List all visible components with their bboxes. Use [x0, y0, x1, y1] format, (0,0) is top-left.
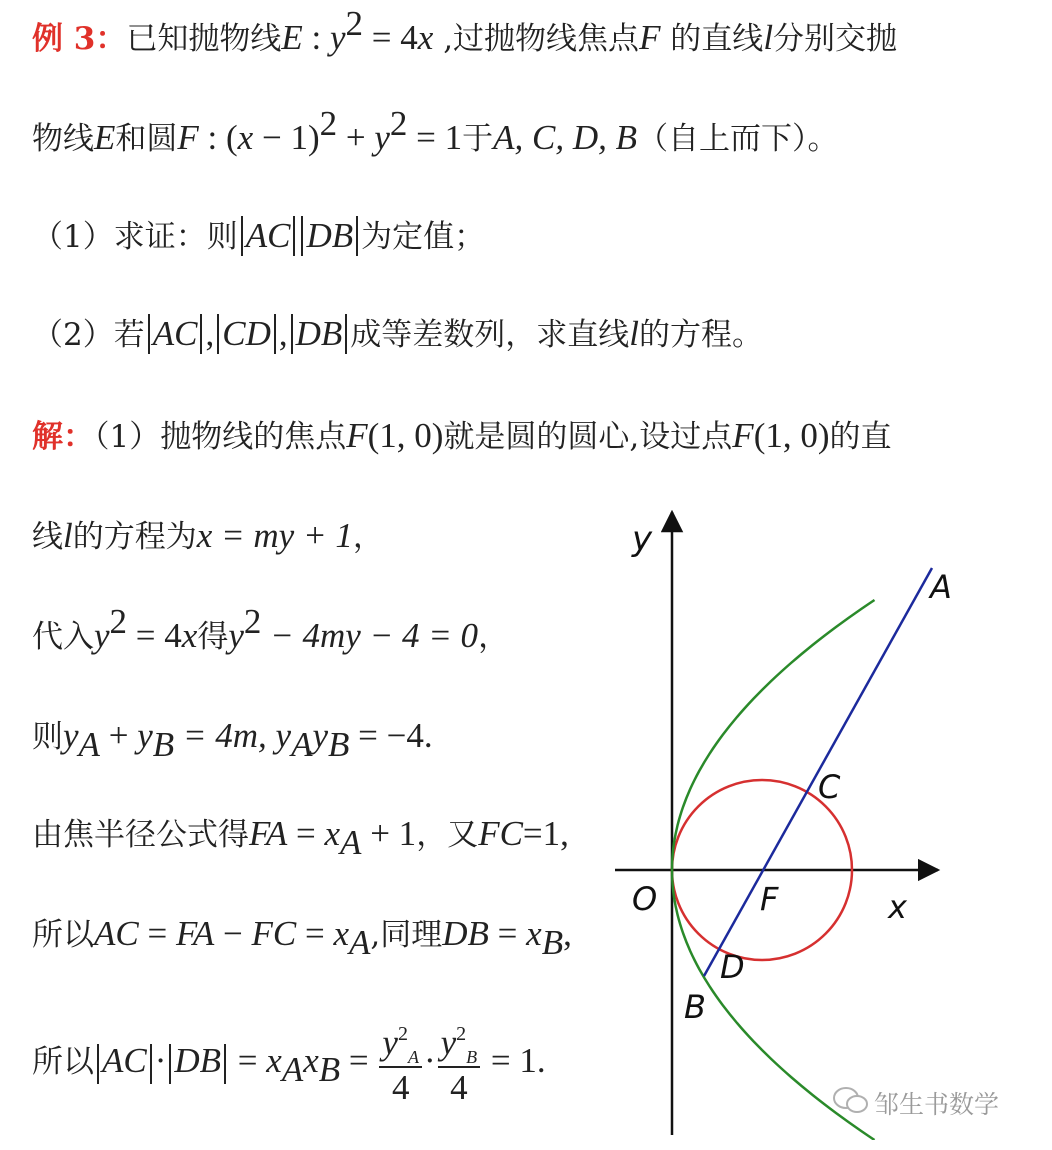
- problem-line-1: [32, 4, 898, 59]
- math-x: x: [237, 118, 254, 157]
- math-AC: AC: [152, 314, 198, 353]
- example-label: 例 3：: [32, 21, 127, 57]
- math-y: y: [440, 1022, 457, 1062]
- math-y: y: [382, 1022, 398, 1062]
- math-E: E: [281, 18, 303, 57]
- math: =: [287, 814, 325, 853]
- math-exp: 2: [345, 4, 364, 43]
- math-exp: 2: [109, 602, 128, 641]
- problem-text: 分别交抛: [773, 21, 898, 57]
- problem-text: 已知抛物线: [126, 21, 282, 57]
- label-A: A: [930, 568, 952, 606]
- math-y: y: [330, 18, 346, 57]
- math: = 1.: [482, 1041, 546, 1080]
- math-E: E: [94, 118, 116, 157]
- abs-bar: [356, 216, 358, 256]
- math-DB: DB: [174, 1041, 222, 1080]
- problem-text: 的方程。: [638, 317, 763, 353]
- solution-text: 则: [32, 719, 63, 755]
- problem-text: 的直线: [660, 21, 764, 57]
- math: + 1: [361, 814, 417, 853]
- math: = 4: [363, 18, 418, 57]
- abs-bar: [274, 314, 276, 354]
- solution-text: （1）抛物线的焦点: [94, 419, 347, 455]
- math-x: x: [303, 1041, 319, 1080]
- math-x: x: [324, 814, 341, 853]
- math-sub: B: [152, 725, 175, 764]
- solution-text: ，又: [416, 817, 479, 853]
- math-FC: FC: [478, 814, 523, 853]
- math-FA: FA: [175, 914, 215, 953]
- problem-part-2: [32, 314, 763, 355]
- solution-text: 得: [197, 619, 229, 655]
- solution-text: ，: [478, 619, 510, 655]
- math-y: y: [275, 716, 292, 755]
- math: − 4my − 4 = 0: [261, 616, 479, 655]
- abs-bar: [345, 314, 347, 354]
- math-y: y: [63, 716, 79, 755]
- math: =: [340, 1041, 378, 1080]
- fraction-yB2-over-4: [438, 1020, 481, 1108]
- solution-text: 由焦半径公式得: [32, 817, 249, 853]
- math: +: [99, 716, 138, 755]
- label-C: C: [818, 768, 841, 806]
- problem-text: 物线: [32, 121, 94, 157]
- math: =: [488, 914, 527, 953]
- math-x: x: [196, 516, 213, 555]
- math-DB: DB: [295, 314, 343, 353]
- abs-bar: [200, 314, 202, 354]
- math-F: F: [177, 118, 199, 157]
- math-y: y: [374, 118, 390, 157]
- math-DB: DB: [442, 914, 489, 953]
- math: − 1): [253, 118, 320, 157]
- math: ·: [423, 1041, 436, 1080]
- math-sub: A: [291, 725, 313, 764]
- abs-bar: [150, 1044, 152, 1084]
- solution-line-7: [32, 1018, 546, 1108]
- label-y: y: [632, 519, 653, 559]
- math-F: F: [732, 416, 754, 455]
- math-denominator: 4: [391, 1067, 410, 1107]
- math: −: [214, 914, 252, 953]
- math: : (: [198, 118, 238, 157]
- label-B: B: [684, 988, 706, 1026]
- math: .: [423, 716, 433, 755]
- math-y: y: [94, 616, 110, 655]
- solution-line-5: [32, 814, 569, 862]
- math-F: F: [639, 18, 661, 57]
- abs-bar: [241, 216, 243, 256]
- problem-text: ,过抛物线焦点: [433, 21, 640, 57]
- math-y: y: [312, 716, 329, 755]
- math-x: x: [526, 914, 542, 953]
- math: =: [138, 914, 176, 953]
- abs-bar: [148, 314, 150, 354]
- math: =: [229, 1041, 267, 1080]
- math: (1, 0): [367, 416, 444, 455]
- math-AC: AC: [102, 1041, 147, 1080]
- solution-text: 代入: [32, 619, 94, 655]
- solution-text: 线: [32, 519, 63, 555]
- solution-text: 的方程为: [72, 519, 197, 555]
- math-l: l: [629, 314, 639, 353]
- math-DB: DB: [306, 216, 354, 255]
- math-sub: A: [340, 823, 362, 862]
- math-sub: B: [541, 923, 564, 962]
- problem-text: 和圆: [115, 121, 178, 157]
- label-D: D: [720, 948, 745, 986]
- math-x: x: [181, 616, 198, 655]
- watermark-text: 邹生书数学: [874, 1090, 1000, 1119]
- math-FC: FC: [251, 914, 297, 953]
- math-exp: 2: [456, 1022, 467, 1045]
- math: =: [296, 914, 334, 953]
- problem-text: （自上而下）。: [637, 121, 839, 157]
- abs-bar: [293, 216, 295, 256]
- solution-text: 所以: [32, 1044, 94, 1080]
- problem-line-2: [32, 104, 839, 159]
- abs-bar: [217, 314, 219, 354]
- math-x: x: [333, 914, 350, 953]
- problem-part-1: [32, 216, 485, 257]
- solution-text: ，: [352, 519, 384, 555]
- math: =1,: [522, 814, 569, 853]
- wechat-icon: [832, 1085, 872, 1117]
- label-O: O: [632, 880, 658, 918]
- math-sub: A: [407, 1046, 419, 1067]
- solution-text: 的直: [829, 419, 892, 455]
- math: ,: [205, 314, 215, 353]
- math-y: y: [228, 616, 244, 655]
- abs-bar: [97, 1044, 99, 1084]
- math: ,: [563, 914, 572, 953]
- math: = 4: [127, 616, 182, 655]
- math: (1, 0): [753, 416, 830, 455]
- math-CD: CD: [222, 314, 271, 353]
- math: = my + 1: [212, 516, 353, 555]
- math: +: [337, 118, 375, 157]
- math: ·: [154, 1041, 167, 1080]
- math-l: l: [63, 516, 73, 555]
- solution-line-6: [32, 914, 572, 962]
- fraction-yA2-over-4: [379, 1020, 422, 1108]
- math-sub: B: [318, 1050, 341, 1089]
- math: = 4m,: [174, 716, 276, 755]
- math-sub: B: [328, 725, 350, 764]
- problem-text: 成等差数列，求直线: [350, 317, 630, 353]
- math-x: x: [266, 1041, 282, 1080]
- solution-line-3: [32, 602, 510, 657]
- abs-bar: [291, 314, 293, 354]
- math-FA: FA: [249, 814, 288, 853]
- math: = −4: [349, 716, 424, 755]
- solution-text: 所以: [32, 917, 94, 953]
- math: = 1: [407, 118, 463, 157]
- solution-text: 就是圆的圆心,设过点: [443, 419, 733, 455]
- math-sub: A: [349, 923, 371, 962]
- math-denominator: 4: [450, 1067, 468, 1107]
- math-sub: A: [281, 1050, 304, 1089]
- abs-bar: [301, 216, 303, 256]
- math-sub: A: [78, 725, 100, 764]
- math-exp: 2: [243, 602, 262, 641]
- math-AC: AC: [245, 216, 291, 255]
- math-exp: 2: [397, 1022, 408, 1045]
- solution-line-4: [32, 716, 433, 764]
- math: :: [302, 18, 330, 57]
- problem-text: （2）若: [32, 317, 145, 353]
- math-exp: 2: [319, 104, 338, 143]
- problem-text: 于: [462, 121, 494, 157]
- math: ,: [278, 314, 288, 353]
- math-AC: AC: [94, 914, 139, 953]
- math-x: x: [417, 18, 434, 57]
- parabola-circle-figure: [600, 500, 1020, 1140]
- math-F: F: [346, 416, 368, 455]
- math-exp: 2: [389, 104, 408, 143]
- problem-text: （1）求证：则: [32, 219, 238, 255]
- math-sub: B: [466, 1046, 478, 1067]
- abs-bar: [169, 1044, 171, 1084]
- abs-bar: [224, 1044, 226, 1084]
- solution-text: ,同理: [370, 917, 443, 953]
- solution-line-1: [32, 416, 892, 457]
- problem-text: 为定值；: [361, 219, 486, 255]
- math-y: y: [137, 716, 153, 755]
- solution-label: 解：: [32, 419, 94, 455]
- label-x: x: [888, 888, 907, 926]
- math-l: l: [763, 18, 774, 57]
- solution-line-2: [32, 516, 384, 557]
- math-points: A, C, D, B: [493, 118, 638, 157]
- label-F: F: [760, 880, 779, 918]
